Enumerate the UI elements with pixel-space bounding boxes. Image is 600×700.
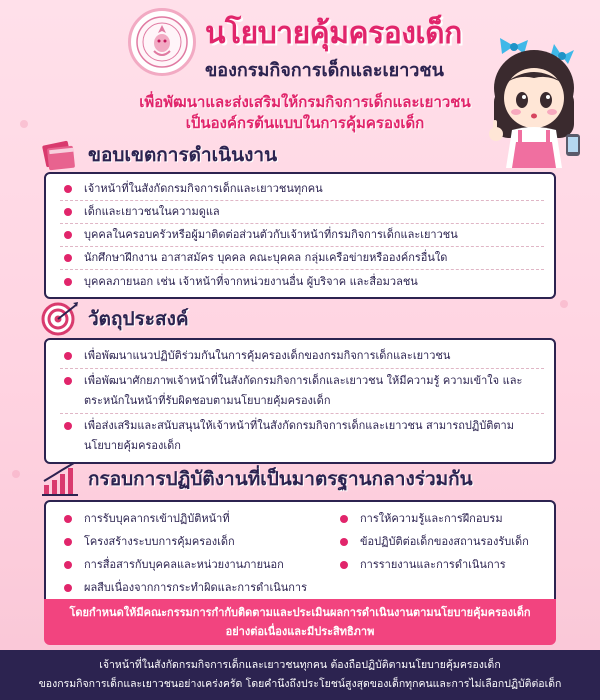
list-item bbox=[336, 507, 544, 530]
list-item bbox=[60, 414, 544, 458]
department-emblem-icon bbox=[128, 8, 196, 76]
list-item bbox=[60, 270, 544, 293]
growth-chart-icon bbox=[40, 461, 80, 497]
list-item-text: นักศึกษาฝึกงาน อาสาสมัคร บุคคล คณะบุคคล กลุ่มเครือข่ายหรือองค์กรอื่นใด bbox=[84, 251, 448, 264]
bullet-dot bbox=[64, 422, 72, 430]
bullet-dot bbox=[64, 584, 72, 592]
decor-dot bbox=[12, 470, 20, 478]
footer-banner bbox=[0, 650, 600, 700]
list-item bbox=[60, 344, 544, 369]
framework-panel bbox=[44, 500, 556, 602]
page-title: นโยบายคุ้มครองเด็ก bbox=[205, 16, 462, 51]
list-item-text: โครงสร้างระบบการคุ้มครองเด็ก bbox=[84, 534, 235, 548]
footer-line: ของกรมกิจการเด็กและเยาวชนอย่างเคร่งครัด โดยคำนึงถึงประโยชน์สูงสุดของเด็กทุกคนและการไม่เลือกปฏิบัติต่อเด็ก bbox=[38, 678, 562, 690]
list-item bbox=[60, 530, 328, 553]
scope-panel bbox=[44, 172, 556, 299]
bullet-dot bbox=[340, 538, 348, 546]
objectives-title: วัตถุประสงค์ bbox=[88, 308, 189, 330]
committee-note-line: โดยกำหนดให้มีคณะกรรมการกำกับติดตามและประเมินผลการดำเนินงานตามนโยบายคุ้มครองเด็ก bbox=[69, 606, 531, 619]
list-item bbox=[60, 224, 544, 247]
bullet-dot bbox=[64, 352, 72, 360]
bullet-dot bbox=[64, 561, 72, 569]
decor-dot bbox=[560, 300, 568, 308]
list-item-text: การให้ความรู้และการฝึกอบรม bbox=[360, 511, 503, 525]
list-item-text: ผลสืบเนื่องจากการกระทำผิดและการดำเนินการ bbox=[84, 580, 308, 594]
list-item bbox=[336, 530, 544, 553]
list-item-text: การรับบุคลากรเข้าปฏิบัติหน้าที่ bbox=[84, 511, 230, 525]
framework-title: กรอบการปฏิบัติงานที่เป็นมาตรฐานกลางร่วมกัน bbox=[88, 468, 473, 490]
mission-statement bbox=[110, 92, 500, 134]
framework-grid bbox=[60, 507, 544, 599]
bullet-dot bbox=[64, 254, 72, 262]
committee-note-line: อย่างต่อเนื่องและมีประสิทธิภาพ bbox=[225, 625, 375, 638]
bullet-dot bbox=[64, 185, 72, 193]
list-item-text: การสื่อสารกับบุคคลและหน่วยงานภายนอก bbox=[84, 557, 284, 571]
list-item-text: เพื่อพัฒนาศักยภาพเจ้าหน้าที่ในสังกัดกรมกิจการเด็กและเยาวชน ให้มีความรู้ ความเข้าใจ และตระหนักในหน้าที่รับผิดชอบตามนโยบายคุ้มครองเด็ก bbox=[84, 374, 523, 407]
mission-line: เพื่อพัฒนาและส่งเสริมให้กรมกิจการเด็กและเยาวชน bbox=[139, 93, 471, 111]
bullet-dot bbox=[340, 515, 348, 523]
list-item bbox=[60, 247, 544, 270]
bullet-dot bbox=[64, 231, 72, 239]
decor-dot bbox=[20, 120, 28, 128]
committee-note bbox=[44, 599, 556, 645]
target-icon bbox=[40, 301, 80, 337]
scope-title: ขอบเขตการดำเนินงาน bbox=[88, 144, 278, 166]
list-item bbox=[60, 369, 544, 414]
bullet-dot bbox=[64, 278, 72, 286]
list-item-text: เด็กและเยาวชนในความดูแล bbox=[84, 205, 220, 218]
objectives-section-header bbox=[40, 302, 189, 336]
list-item-text: บุคคลภายนอก เช่น เจ้าหน้าที่จากหน่วยงานอื่น ผู้บริจาค และสื่อมวลชน bbox=[84, 274, 418, 288]
list-item-text: เจ้าหน้าที่ในสังกัดกรมกิจการเด็กและเยาวชนทุกคน bbox=[84, 182, 323, 195]
list-item-text: เพื่อส่งเสริมและสนับสนุนให้เจ้าหน้าที่ในสังกัดกรมกิจการเด็กและเยาวชน สามารถปฏิบัติตามนโยบายคุ้มครองเด็ก bbox=[84, 419, 514, 452]
girl-mascot-illustration bbox=[470, 38, 590, 168]
list-item bbox=[60, 201, 544, 224]
list-item bbox=[336, 553, 544, 576]
page-subtitle: ของกรมกิจการเด็กและเยาวชน bbox=[205, 60, 444, 81]
list-item-text: เพื่อพัฒนาแนวปฏิบัติร่วมกันในการคุ้มครองเด็กของกรมกิจการเด็กและเยาวชน bbox=[84, 349, 451, 362]
list-item bbox=[60, 507, 328, 530]
objectives-panel bbox=[44, 338, 556, 464]
book-icon bbox=[40, 137, 80, 173]
list-item-text: ข้อปฏิบัติต่อเด็กของสถานรองรับเด็ก bbox=[360, 534, 529, 548]
list-item bbox=[60, 553, 328, 576]
list-item bbox=[60, 576, 544, 599]
bullet-dot bbox=[64, 377, 72, 385]
bullet-dot bbox=[64, 538, 72, 546]
list-item-text: บุคคลในครอบครัวหรือผู้มาติดต่อส่วนตัวกับเจ้าหน้าที่กรมกิจการเด็กและเยาวชน bbox=[84, 228, 458, 241]
bullet-dot bbox=[340, 561, 348, 569]
mission-line: เป็นองค์กรต้นแบบในการคุ้มครองเด็ก bbox=[185, 114, 425, 132]
bullet-dot bbox=[64, 515, 72, 523]
list-item-text: การรายงานและการดำเนินการ bbox=[360, 557, 506, 571]
bullet-dot bbox=[64, 208, 72, 216]
footer-line: เจ้าหน้าที่ในสังกัดกรมกิจการเด็กและเยาวชนทุกคน ต้องถือปฏิบัติตามนโยบายคุ้มครองเด็ก bbox=[99, 659, 501, 671]
framework-section-header bbox=[40, 462, 473, 496]
scope-section-header bbox=[40, 138, 277, 172]
list-item bbox=[60, 178, 544, 201]
